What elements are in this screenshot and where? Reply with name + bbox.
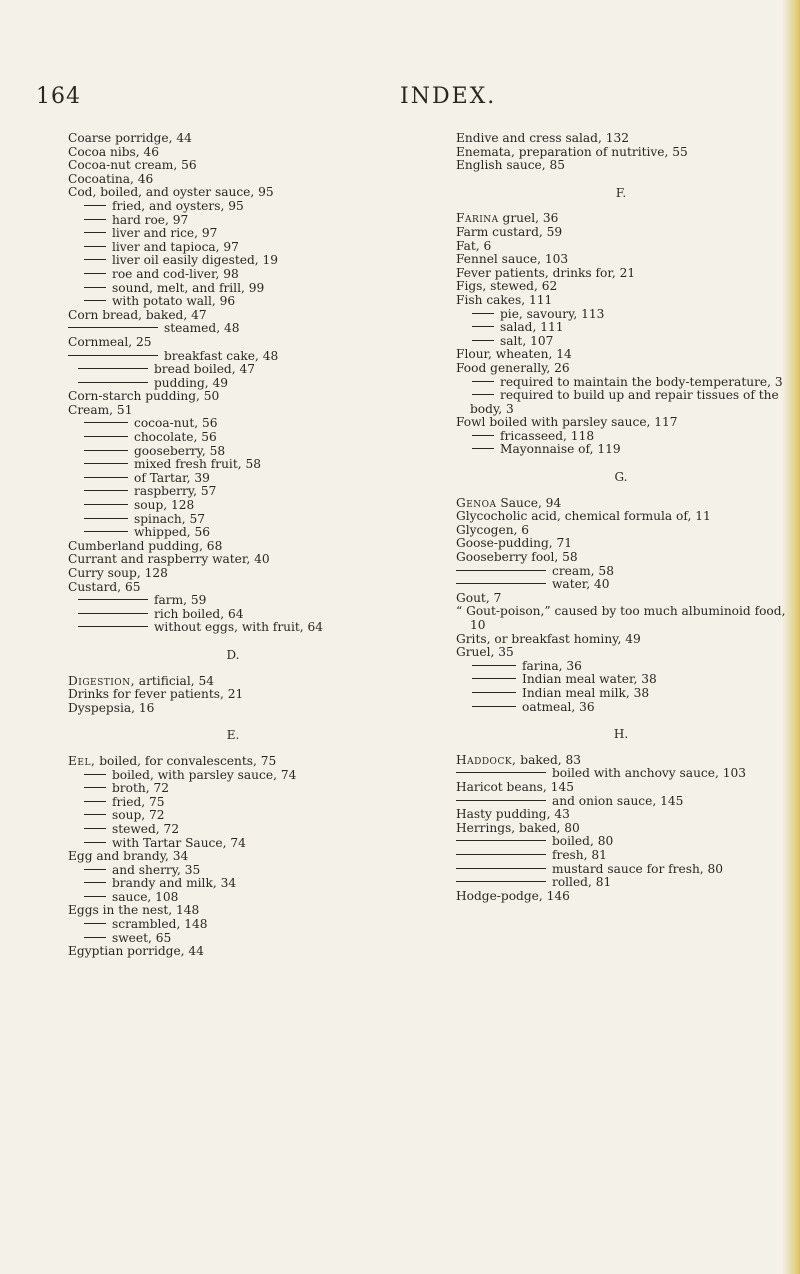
index-entry-text: Currant and raspberry water, 40: [68, 552, 270, 567]
index-entry: [68, 472, 398, 486]
index-entry: [456, 362, 786, 376]
index-entry: [68, 809, 398, 823]
index-entry-text: Cream, 51: [68, 402, 133, 417]
index-entry: [456, 767, 786, 781]
index-entry: [68, 254, 398, 268]
index-entry: [456, 551, 786, 565]
index-entry: [456, 835, 786, 849]
index-entry-text: Grits, or breakfast hominy, 49: [456, 631, 641, 646]
index-column-right: [456, 132, 786, 903]
ditto-dash: [472, 326, 494, 327]
ditto-dash: [84, 287, 106, 288]
index-entry-text: Farm custard, 59: [456, 224, 563, 239]
index-entry: [456, 510, 786, 524]
index-entry: [68, 295, 398, 309]
index-entry: [68, 268, 398, 282]
index-entry-text: breakfast cake, 48: [164, 348, 279, 363]
index-entry-text: brandy and milk, 34: [112, 876, 237, 891]
ditto-dash: [84, 814, 106, 815]
index-entry: [68, 390, 398, 404]
index-entry: [456, 660, 786, 674]
ditto-dash: [84, 205, 106, 206]
index-entry-text: liver oil easily digested, 19: [112, 253, 279, 268]
index-entry-text: without eggs, with fruit, 64: [154, 620, 324, 635]
index-entry: [68, 688, 398, 702]
index-entry: [68, 581, 398, 595]
index-entry-text: liver and rice, 97: [112, 226, 218, 241]
ditto-dash: [78, 382, 148, 383]
index-entry: [456, 849, 786, 863]
index-entry-text: Herrings, baked, 80: [456, 820, 580, 835]
ditto-dash: [84, 490, 128, 491]
section-letter: H.: [613, 727, 629, 742]
index-entry: [456, 497, 786, 511]
index-entry-text: farm, 59: [154, 593, 207, 608]
ditto-dash: [472, 381, 494, 382]
ditto-dash: [84, 504, 128, 505]
ditto-dash: [68, 355, 158, 356]
index-entry: [456, 335, 786, 349]
index-entry: [68, 309, 398, 323]
index-entry: [456, 240, 786, 254]
index-entry: [456, 146, 786, 160]
index-entry-text: Egg and brandy, 34: [68, 849, 189, 864]
index-entry: [68, 567, 398, 581]
index-heading-word: Eel,: [68, 753, 96, 768]
index-entry-text: pudding, 49: [154, 375, 229, 390]
section-letter: F.: [615, 185, 627, 200]
index-entry: [68, 891, 398, 905]
index-entry-text: Enemata, preparation of nutritive, 55: [456, 144, 688, 159]
index-entry: [456, 781, 786, 795]
index-entry-text: boiled, 80: [552, 834, 614, 849]
ditto-dash: [84, 246, 106, 247]
ditto-dash: [456, 772, 546, 773]
ditto-dash: [84, 463, 128, 464]
index-entry-text: Figs, stewed, 62: [456, 279, 558, 294]
index-entry-text: Fever patients, drinks for, 21: [456, 265, 636, 280]
index-entry: [456, 430, 786, 444]
index-entry-text: Glycocholic acid, chemical formula of, 11: [456, 509, 711, 524]
index-entry-text: mustard sauce for fresh, 80: [552, 861, 724, 876]
index-entry: [68, 336, 398, 350]
index-entry-text: chocolate, 56: [134, 430, 217, 445]
index-entry-text: Fat, 6: [456, 238, 492, 253]
index-entry-text: Indian meal water, 38: [522, 672, 657, 687]
ditto-dash: [472, 394, 494, 395]
index-entry: [456, 321, 786, 335]
ditto-dash: [456, 840, 546, 841]
index-entry-text: salt, 107: [500, 333, 554, 348]
ditto-dash: [472, 692, 516, 693]
index-entry: [456, 673, 786, 687]
index-entry-text: Cocoa-nut cream, 56: [68, 158, 197, 173]
index-entry-text: Dyspepsia, 16: [68, 700, 155, 715]
index-entry: [456, 348, 786, 362]
index-entry-text: Cumberland pudding, 68: [68, 538, 223, 553]
index-column-left: [68, 132, 398, 959]
index-entry: [456, 537, 786, 551]
index-entry-text: with potato wall, 96: [112, 294, 236, 309]
index-entry-text: Food generally, 26: [456, 360, 570, 375]
index-entry-text: whipped, 56: [134, 525, 211, 540]
index-entry: [68, 877, 398, 891]
index-entry: [68, 417, 398, 431]
index-entry: [456, 687, 786, 701]
index-entry-text: English sauce, 85: [456, 158, 565, 173]
index-entry-text: gooseberry, 58: [134, 443, 226, 458]
index-heading-word: Haddock,: [456, 752, 517, 767]
ditto-dash: [472, 435, 494, 436]
index-entry: [68, 540, 398, 554]
index-entry-text: Cocoatina, 46: [68, 171, 154, 186]
index-entry-text: and onion sauce, 145: [552, 793, 684, 808]
index-entry-text: of Tartar, 39: [134, 470, 210, 485]
index-entry: [456, 524, 786, 538]
index-entry: [456, 443, 786, 457]
ditto-dash: [84, 882, 106, 883]
index-entry-text: Cornmeal, 25: [68, 334, 152, 349]
ditto-dash: [84, 828, 106, 829]
index-entry-text: soup, 128: [134, 498, 195, 513]
index-entry-text: Fowl boiled with parsley sauce, 117: [456, 415, 678, 430]
ditto-dash: [78, 599, 148, 600]
index-entry-text: Gout, 7: [456, 590, 502, 605]
index-entry-text: scrambled, 148: [112, 917, 208, 932]
ditto-dash: [84, 518, 128, 519]
index-entry: [68, 823, 398, 837]
index-entry-text: liver and tapioca, 97: [112, 239, 239, 254]
index-entry: [456, 795, 786, 809]
index-entry: [68, 227, 398, 241]
index-entry-text: Corn-starch pudding, 50: [68, 389, 220, 404]
index-entry: [456, 822, 786, 836]
index-entry-text: fricasseed, 118: [500, 428, 595, 443]
index-entry-text: mixed fresh fruit, 58: [134, 457, 261, 472]
index-entry: [68, 904, 398, 918]
ditto-dash: [472, 313, 494, 314]
index-entry-text: “ Gout-poison,” caused by too much albuminoid food, 10: [456, 604, 786, 632]
ditto-dash: [84, 937, 106, 938]
ditto-dash: [456, 800, 546, 801]
ditto-dash: [84, 896, 106, 897]
index-entry-text: soup, 72: [112, 808, 165, 823]
index-entry: [456, 633, 786, 647]
index-entry-text: Corn bread, baked, 47: [68, 307, 207, 322]
index-entry-text: artificial, 54: [134, 673, 214, 688]
index-entry: [456, 701, 786, 715]
index-entry-text: fried, 75: [112, 794, 165, 809]
index-entry-text: Hasty pudding, 43: [456, 807, 570, 822]
index-heading-word: Genoa: [456, 495, 497, 510]
index-heading-word: Digestion,: [68, 673, 135, 688]
index-entry-text: Indian meal milk, 38: [522, 685, 650, 700]
index-entry: [68, 755, 398, 769]
ditto-dash: [84, 422, 128, 423]
index-entry: [68, 458, 398, 472]
index-entry: [68, 404, 398, 418]
ditto-dash: [472, 665, 516, 666]
ditto-dash: [84, 923, 106, 924]
index-entry-text: sound, melt, and frill, 99: [112, 280, 265, 295]
index-entry: [68, 214, 398, 228]
index-entry-text: roe and cod-liver, 98: [112, 266, 239, 281]
index-entry-text: rolled, 81: [552, 875, 612, 890]
index-entry-text: Custard, 65: [68, 579, 141, 594]
index-entry: [68, 377, 398, 391]
index-entry: [68, 241, 398, 255]
index-entry-text: required to maintain the body-temperature, 3: [500, 374, 783, 389]
index-entry-text: Hodge-podge, 146: [456, 888, 570, 903]
index-entry-text: fried, and oysters, 95: [112, 198, 244, 213]
ditto-dash: [456, 854, 546, 855]
ditto-dash: [84, 801, 106, 802]
index-entry: [456, 253, 786, 267]
index-entry: [456, 416, 786, 430]
index-entry-text: broth, 72: [112, 781, 169, 796]
page-number: 164: [36, 84, 81, 109]
ditto-dash: [472, 706, 516, 707]
index-entry-text: Gruel, 35: [456, 645, 514, 660]
index-entry: [68, 200, 398, 214]
ditto-dash: [84, 787, 106, 788]
index-entry: [68, 322, 398, 336]
index-entry-text: with Tartar Sauce, 74: [112, 835, 246, 850]
ditto-dash: [84, 450, 128, 451]
index-entry: [456, 890, 786, 904]
index-entry: [456, 132, 786, 146]
index-entry: [68, 350, 398, 364]
index-entry-text: baked, 83: [516, 752, 582, 767]
index-entry: [456, 754, 786, 768]
index-entry-text: oatmeal, 36: [522, 699, 595, 714]
index-entry-text: Flour, wheaten, 14: [456, 347, 572, 362]
ditto-dash: [472, 340, 494, 341]
ditto-dash: [78, 368, 148, 369]
index-entry: [68, 363, 398, 377]
index-entry-text: Eggs in the nest, 148: [68, 903, 200, 918]
index-entry: [68, 702, 398, 716]
section-letter: D.: [226, 647, 240, 662]
index-entry: [456, 376, 786, 390]
index-entry: [68, 553, 398, 567]
index-entry: [68, 159, 398, 173]
ditto-dash: [456, 868, 546, 869]
index-entry: [456, 159, 786, 173]
ditto-dash: [84, 232, 106, 233]
index-entry-text: cream, 58: [552, 563, 614, 578]
index-entry-text: pie, savoury, 113: [500, 306, 605, 321]
ditto-dash: [84, 774, 106, 775]
ditto-dash: [84, 842, 106, 843]
index-entry: [68, 932, 398, 946]
index-entry: [456, 308, 786, 322]
index-entry: [68, 675, 398, 689]
index-entry: [68, 282, 398, 296]
index-entry: [456, 646, 786, 660]
index-entry: [456, 280, 786, 294]
ditto-dash: [456, 583, 546, 584]
index-entry-text: Goose-pudding, 71: [456, 536, 573, 551]
index-entry: [456, 808, 786, 822]
index-entry-text: water, 40: [552, 577, 610, 592]
index-entry-text: steamed, 48: [164, 321, 240, 336]
ditto-dash: [78, 613, 148, 614]
index-entry: [456, 212, 786, 226]
index-entry-text: hard roe, 97: [112, 212, 189, 227]
index-entry-text: fresh, 81: [552, 847, 607, 862]
index-entry: [456, 226, 786, 240]
index-entry: [456, 863, 786, 877]
index-entry-text: Coarse porridge, 44: [68, 131, 192, 145]
index-entry-text: Gooseberry fool, 58: [456, 550, 578, 565]
index-entry: [456, 389, 786, 416]
index-entry: [68, 945, 398, 959]
index-entry-text: raspberry, 57: [134, 484, 217, 499]
index-entry-text: farina, 36: [522, 658, 582, 673]
index-entry: [456, 605, 786, 632]
index-entry-text: Mayonnaise of, 119: [500, 442, 621, 457]
index-entry-text: Sauce, 94: [496, 495, 562, 510]
index-entry-text: Egyptian porridge, 44: [68, 944, 204, 959]
index-entry: [68, 864, 398, 878]
index-entry-text: Curry soup, 128: [68, 566, 168, 580]
index-entry: [68, 796, 398, 810]
index-entry-text: Fennel sauce, 103: [456, 252, 569, 267]
index-entry: [68, 499, 398, 513]
index-entry-text: sauce, 108: [112, 889, 179, 904]
ditto-dash: [84, 300, 106, 301]
ditto-dash: [84, 436, 128, 437]
index-entry-text: spinach, 57: [134, 511, 206, 526]
section-letter: E.: [226, 728, 240, 743]
index-entry-text: Cod, boiled, and oyster sauce, 95: [68, 185, 274, 200]
index-entry-text: Drinks for fever patients, 21: [68, 687, 244, 702]
index-entry-text: boiled, for convalescents, 75: [95, 753, 277, 768]
section-letter: G.: [614, 470, 628, 485]
ditto-dash: [84, 477, 128, 478]
ditto-dash: [84, 219, 106, 220]
index-entry: [68, 132, 398, 146]
index-entry: [68, 850, 398, 864]
index-entry: [456, 267, 786, 281]
ditto-dash: [472, 678, 516, 679]
index-entry-text: required to build up and repair tissues of the body, 3: [470, 388, 779, 416]
index-entry: [68, 608, 398, 622]
index-entry-text: Cocoa nibs, 46: [68, 144, 160, 159]
index-entry: [456, 578, 786, 592]
index-entry: [68, 173, 398, 187]
index-entry: [68, 621, 398, 635]
index-entry-text: cocoa-nut, 56: [134, 416, 218, 431]
index-entry: [456, 592, 786, 606]
ditto-dash: [84, 531, 128, 532]
index-entry: [68, 186, 398, 200]
ditto-dash: [472, 448, 494, 449]
index-entry: [68, 769, 398, 783]
index-entry-text: sweet, 65: [112, 930, 172, 945]
index-heading-word: Farina: [456, 211, 499, 226]
index-entry-text: boiled with anchovy sauce, 103: [552, 766, 746, 781]
index-entry: [456, 565, 786, 579]
index-entry: [456, 876, 786, 890]
index-entry: [68, 837, 398, 851]
ditto-dash: [84, 273, 106, 274]
index-entry: [68, 782, 398, 796]
ditto-dash: [78, 626, 148, 627]
index-entry: [68, 594, 398, 608]
index-entry: [68, 526, 398, 540]
index-entry-text: rich boiled, 64: [154, 606, 244, 621]
index-entry: [68, 431, 398, 445]
ditto-dash: [84, 869, 106, 870]
running-head: INDEX.: [400, 84, 497, 109]
page-header: [0, 84, 800, 114]
ditto-dash: [68, 327, 158, 328]
index-entry-text: boiled, with parsley sauce, 74: [112, 767, 297, 782]
index-entry: [68, 918, 398, 932]
index-entry-text: Endive and cress salad, 132: [456, 131, 629, 145]
index-entry-text: and sherry, 35: [112, 862, 201, 877]
index-entry: [68, 445, 398, 459]
ditto-dash: [456, 570, 546, 571]
index-entry-text: bread boiled, 47: [154, 362, 255, 377]
index-entry: [456, 294, 786, 308]
ditto-dash: [84, 259, 106, 260]
index-entry-text: Haricot beans, 145: [456, 779, 574, 794]
index-entry-text: Fish cakes, 111: [456, 292, 553, 307]
index-entry-text: gruel, 36: [498, 211, 559, 226]
index-entry-text: stewed, 72: [112, 821, 180, 836]
index-entry-text: Glycogen, 6: [456, 522, 530, 537]
index-entry-text: salad, 111: [500, 320, 564, 335]
index-entry: [68, 146, 398, 160]
ditto-dash: [456, 881, 546, 882]
index-entry: [68, 513, 398, 527]
index-entry: [68, 485, 398, 499]
